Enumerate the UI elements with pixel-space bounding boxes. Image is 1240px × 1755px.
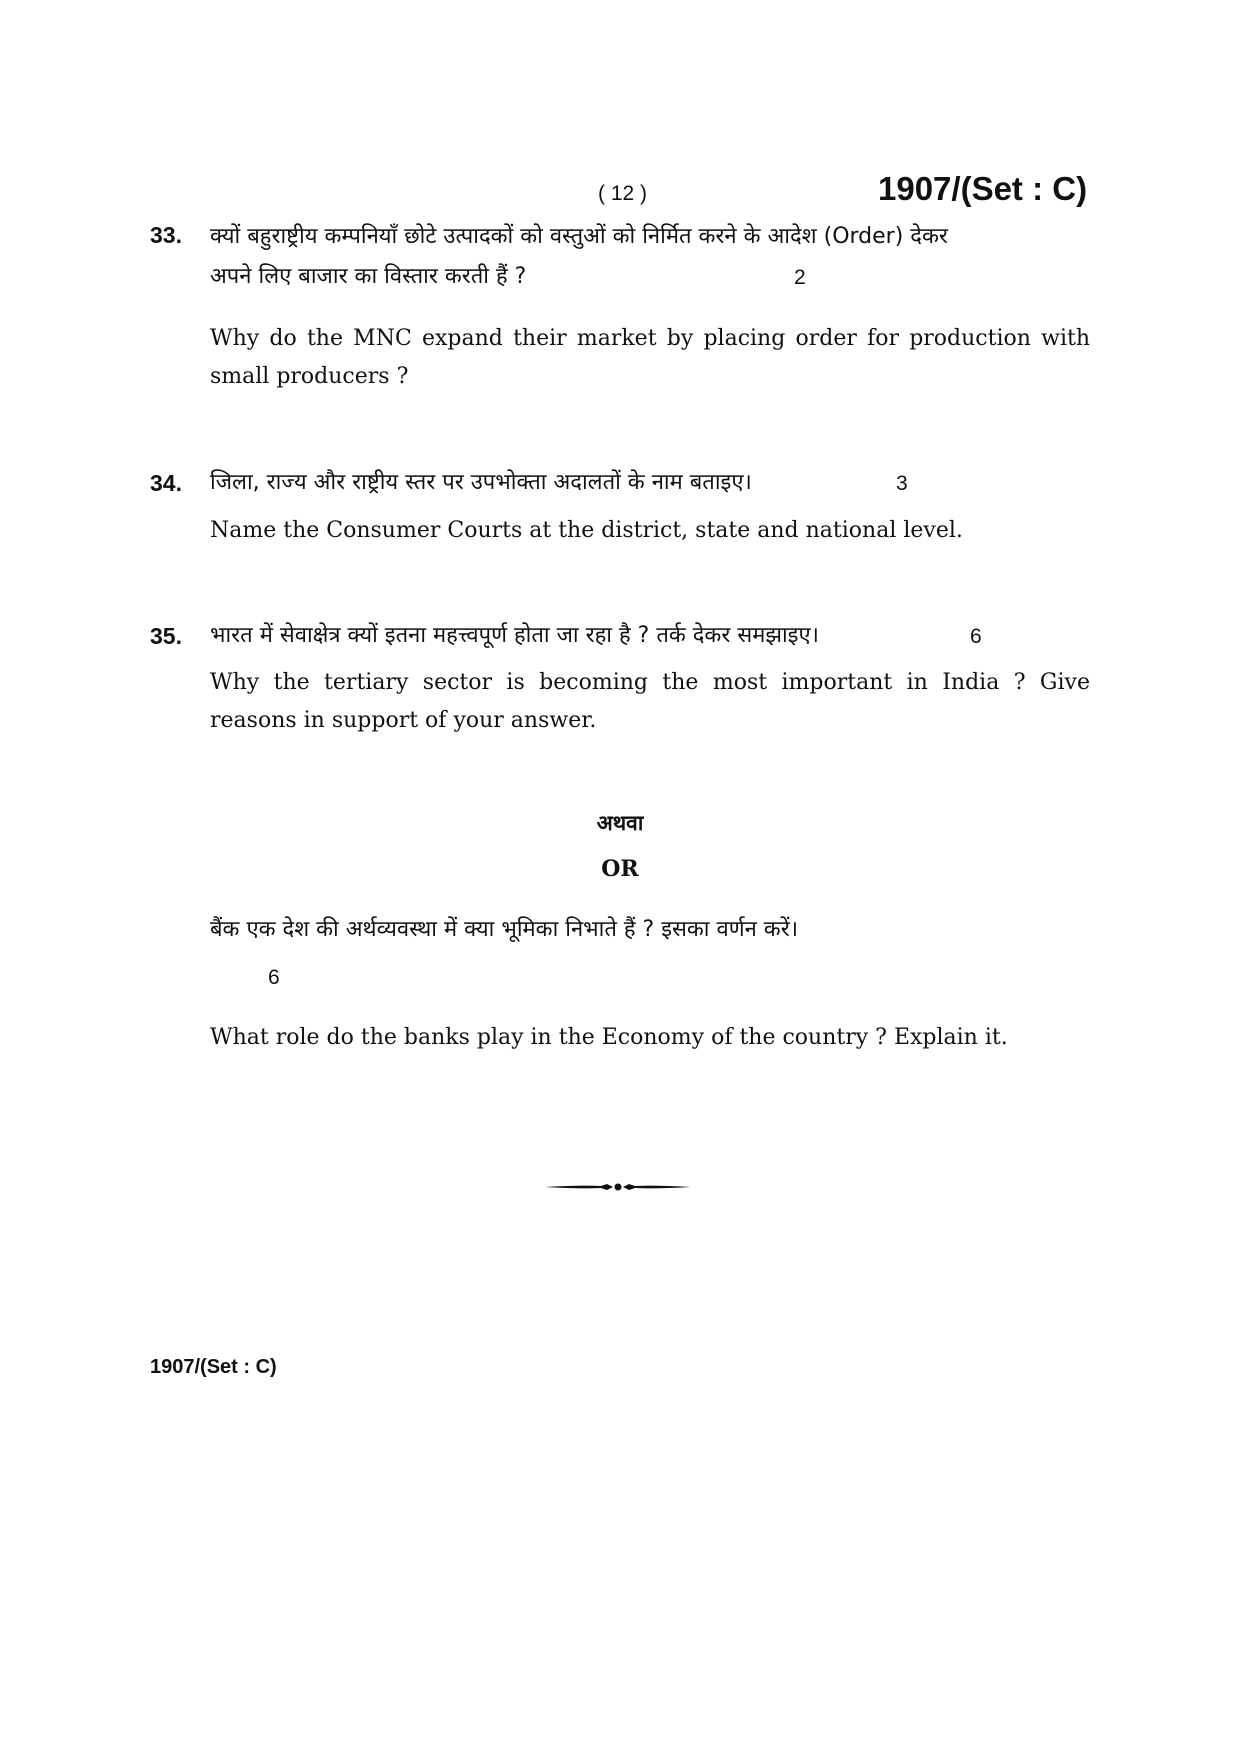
question-35-hindi: भारत में सेवाक्षेत्र क्यों इतना महत्त्वपूर्ण होता जा रहा है ? तर्क देकर समझाइए। bbox=[210, 623, 819, 648]
paper-code-footer: 1907/(Set : C) bbox=[150, 1356, 277, 1378]
question-34-number: 34. bbox=[150, 470, 182, 496]
question-33-number: 33. bbox=[150, 222, 182, 248]
alternative-question-english: What role do the banks play in the Economy of the country ? Explain it. bbox=[210, 1025, 1008, 1050]
question-35-number: 35. bbox=[150, 623, 182, 649]
alternative-question-marks: 6 bbox=[268, 966, 280, 989]
alternative-question-hindi: बैंक एक देश की अर्थव्यवस्था में क्या भूमिका निभाते हैं ? इसका वर्णन करें। bbox=[210, 917, 799, 942]
question-34-marks: 3 bbox=[896, 472, 908, 495]
question-34-hindi: जिला, राज्य और राष्ट्रीय स्तर पर उपभोक्ता अदालतों के नाम बताइए। bbox=[210, 470, 752, 495]
page-number: ( 12 ) bbox=[598, 182, 648, 205]
paper-code-header: 1907/(Set : C) bbox=[878, 170, 1088, 207]
question-33-marks: 2 bbox=[794, 266, 806, 289]
question-33-english: Why do the MNC expand their market by placing order for production with small producers ? bbox=[210, 326, 1090, 389]
question-34-english: Name the Consumer Courts at the district, state and national level. bbox=[210, 518, 963, 543]
question-33-hindi-line1: क्यों बहुराष्ट्रीय कम्पनियाँ छोटे उत्पादकों को वस्तुओं को निर्मित करने के आदेश (Order) देकर bbox=[210, 224, 948, 249]
question-35-marks: 6 bbox=[970, 625, 982, 648]
or-hindi-label: अथवा bbox=[596, 811, 644, 835]
end-ornament-divider bbox=[545, 1180, 691, 1194]
question-33-hindi-line2: अपने लिए बाजार का विस्तार करती हैं ? bbox=[210, 264, 527, 289]
question-35-english: Why the tertiary sector is becoming the most important in India ? Give reasons in support of your answer. bbox=[210, 670, 1090, 733]
or-english-label: OR bbox=[601, 856, 639, 882]
